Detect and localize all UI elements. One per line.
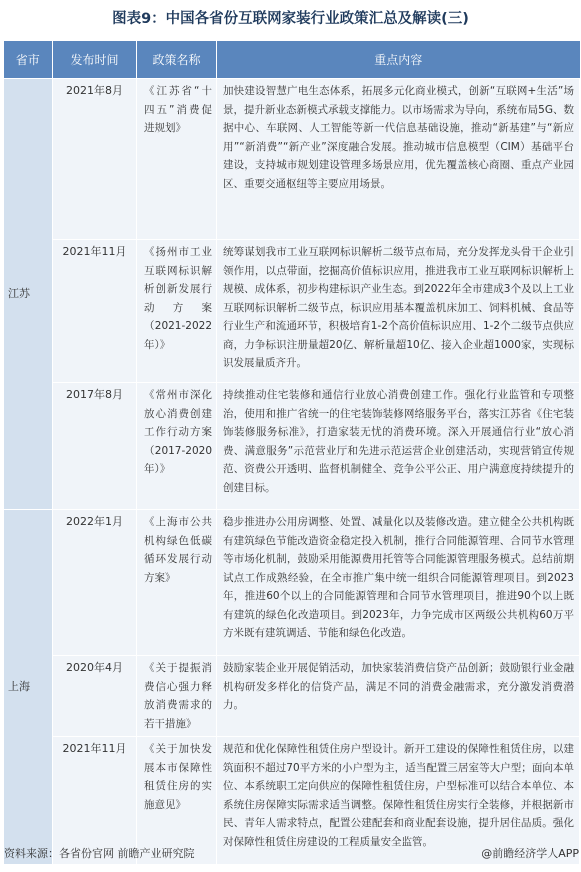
content-cell: 稳步推进办公用房调整、处置、减量化以及装修改造。建立健全公共机构既有建筑绿色节能改造资金稳定投入机制，推行合同能源管理、合同节水管理等市场化机制，鼓励采用能源费用托管等合同能源管理服务模式。总结前期试点工作成熟经验，在全市推广集中统一组织合同能源管理项目。到2023年，推进60个以上的合同能源管理和合同节水管理项目，推进90个以上既有建筑的绿色化改造项目。到2023年，力争完成市区两级公共机构60万平方米既有建筑调适、节能和绿色化改造。 — [217, 510, 580, 656]
date-cell: 2021年8月 — [53, 79, 137, 240]
table-row — [4, 79, 580, 240]
source-note: 资料来源：各省份官网 前瞻产业研究院 — [4, 847, 195, 860]
table-row — [4, 510, 580, 656]
policy-name-cell: 《江苏省“十四五”消费促进规划》 — [137, 79, 217, 240]
date-cell: 2020年4月 — [53, 656, 137, 737]
content-cell: 规范和优化保障性租赁住房户型设计。新开工建设的保障性租赁住房，以建筑面积不超过70平方米的小户型为主，适当配置三居室等大户型；面向本单位、本系统职工定向供应的保障性租赁住房，户型标准可以结合本单位、本系统住房保障实际需求适当调整。保障性租赁住房实行全装修，并根据新市民、青年人需求特点，配置公建配套和商业配套设施，提升居住品质。强化对保障性租赁住房建设的工程质量安全监管。 — [217, 737, 580, 865]
header-province: 省市 — [4, 41, 53, 79]
content-cell: 加快建设智慧广电生态体系，拓展多元化商业模式，创新“互联网+生活”场景，提升新业态新模式承载支撑能力。以市场需求为导向，系统布局5G、数据中心、车联网、人工智能等新一代信息基础设施，推动“新基建”与“新应用”“新消费”“新产业”深度融合发展。推动城市信息模型（CIM）基础平台建设，支持城市规划建设管理多场景应用，优先覆盖核心商圈、重点产业园区、重要交通枢纽等主要应用场景。 — [217, 79, 580, 240]
policy-name-cell: 《上海市公共机构绿色低碳循环发展行动方案》 — [137, 510, 217, 656]
policy-name-cell: 《关于加快发展本市保障性租赁住房的实施意见》 — [137, 737, 217, 865]
province-cell: 江苏 — [4, 79, 53, 510]
date-cell: 2021年11月 — [53, 240, 137, 383]
policy-table — [3, 41, 580, 865]
figure-title: 图表9：中国各省份互联网家装行业政策汇总及解读(三) — [112, 11, 469, 27]
policy-name-cell: 《关于提振消费信心强力释放消费需求的若干措施》 — [137, 656, 217, 737]
policy-name-cell: 《常州市深化放心消费创建工作行动方案（2017-2020年）》 — [137, 383, 217, 510]
header-policy-name: 政策名称 — [137, 41, 217, 79]
policy-name-cell: 《扬州市工业互联网标识解析创新发展行动方案（2021-2022年）》 — [137, 240, 217, 383]
table-row — [4, 383, 580, 510]
header-date: 发布时间 — [53, 41, 137, 79]
table-row — [4, 656, 580, 737]
content-cell: 鼓励家装企业开展促销活动，加快家装消费信贷产品创新；鼓励银行业金融机构研发多样化的信贷产品，满足不同的消费金融需求，充分激发消费潜力。 — [217, 656, 580, 737]
date-cell: 2022年1月 — [53, 510, 137, 656]
table-row — [4, 240, 580, 383]
table-header-row — [4, 41, 580, 79]
province-cell: 上海 — [4, 510, 53, 865]
content-cell: 统筹谋划我市工业互联网标识解析二级节点布局，充分发挥龙头骨干企业引领作用，以点带面，挖掘高价值标识应用，推进我市工业互联网标识解析上规模、成体系，初步构建标识产业生态。到2022年全市建成3个及以上工业互联网标识解析二级节点，标识应用基本覆盖机床加工、饲料机械、食品等行业生产和流通环节，积极培育1-2个高价值标识应用、1-2个二级节点供应商，力争标识注册量超20亿、解析量超10亿、接入企业超1000家，实现标识发展量质齐升。 — [217, 240, 580, 383]
date-cell: 2021年11月 — [53, 737, 137, 865]
brand-credit: @前瞻经济学人APP — [481, 847, 579, 860]
date-cell: 2017年8月 — [53, 383, 137, 510]
header-key-content: 重点内容 — [217, 41, 580, 79]
content-cell: 持续推动住宅装修和通信行业放心消费创建工作。强化行业监管和专项整治，使用和推广省统一的住宅装饰装修网络服务平台，落实江苏省《住宅装饰装修服务标准》，打造家装无忧的消费环境。深入开展通信行业“放心消费、满意服务”示范营业厅和先进示范运营企业创建活动，实现营销宣传规范、资费公开透明、监督机制健全、竞争公平公正、用户满意度持续提升的创建目标。 — [217, 383, 580, 510]
